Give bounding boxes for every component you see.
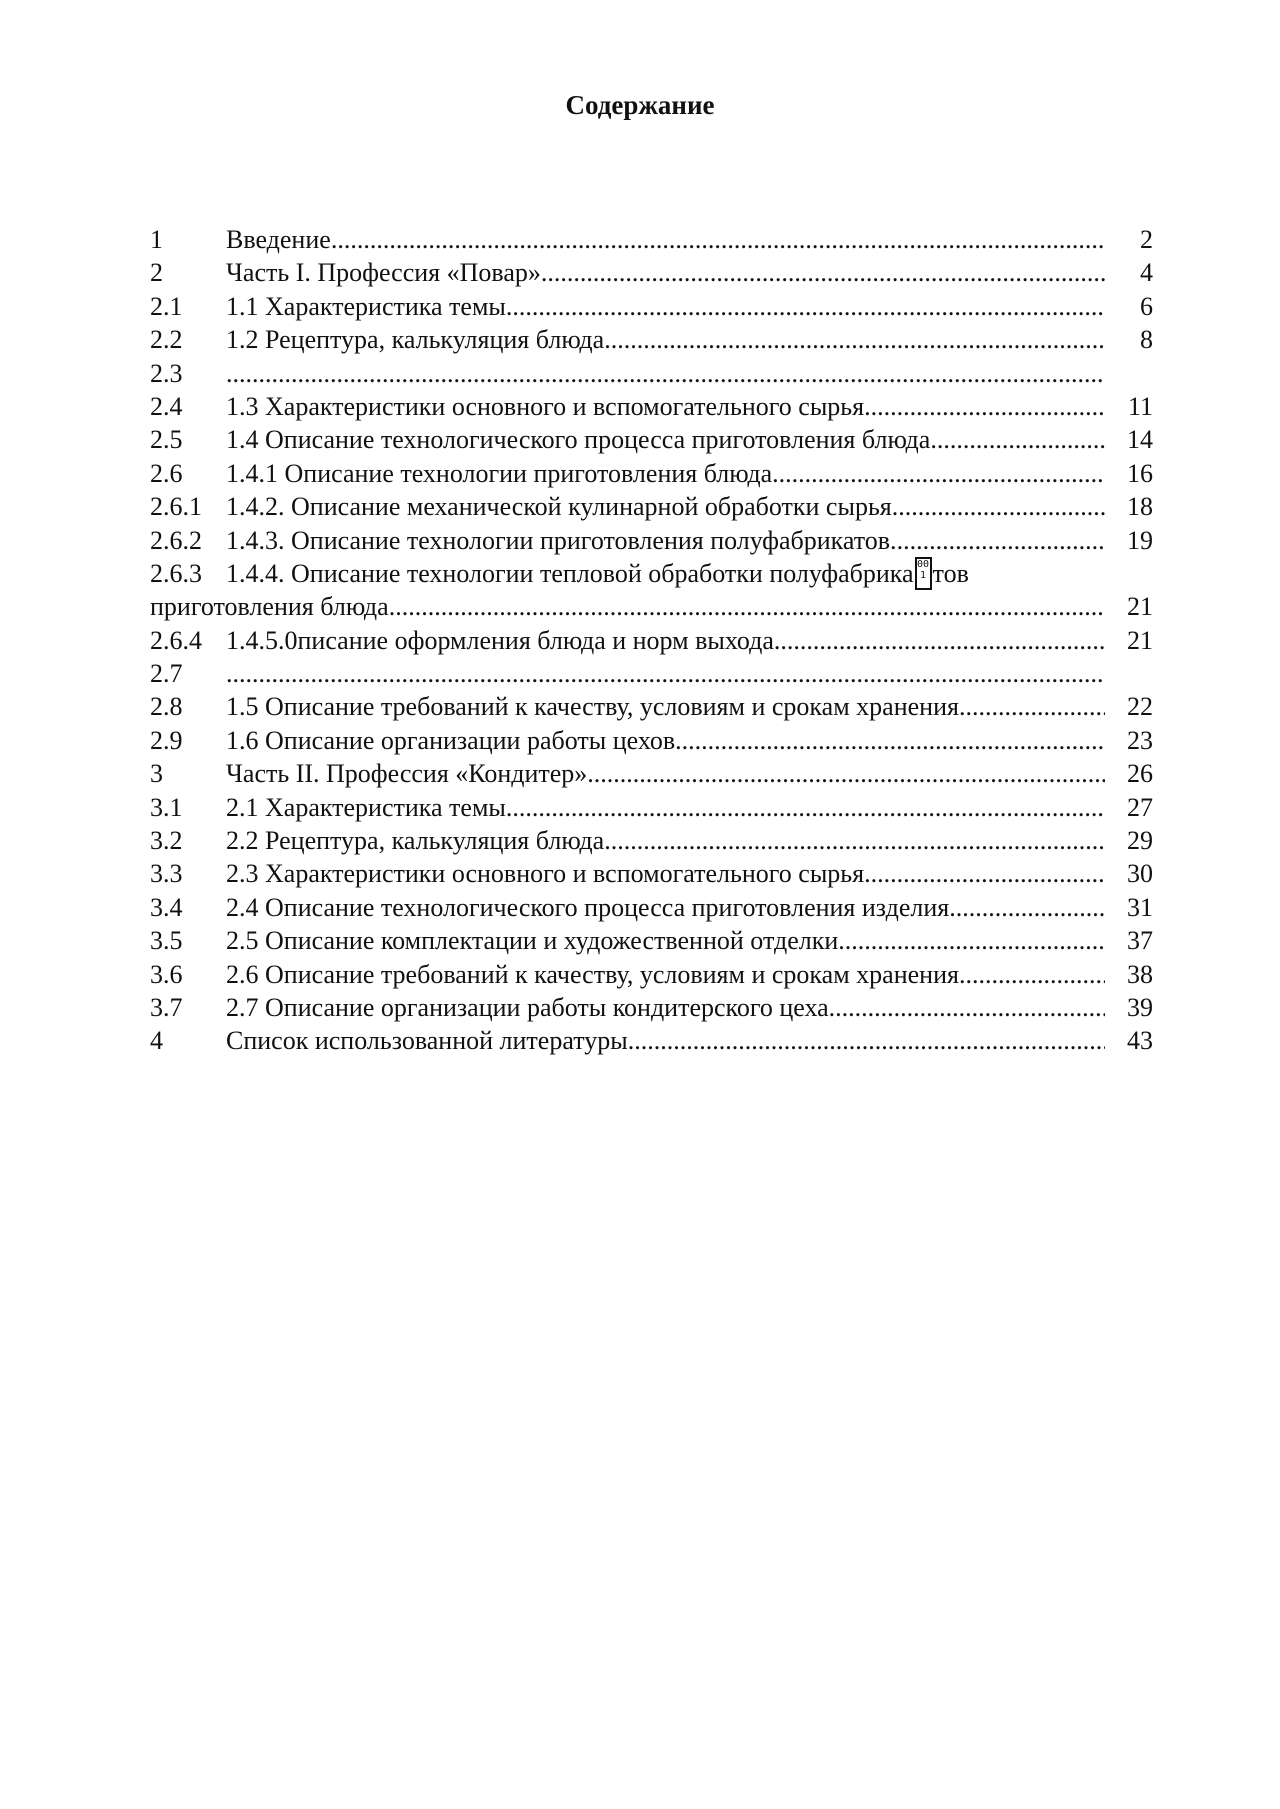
toc-entry[interactable] — [150, 891, 1153, 924]
toc-entry-body — [226, 1024, 1105, 1057]
toc-entry-text: 1.4 Описание технологического процесса приготовления блюда — [226, 425, 931, 455]
toc-entry-number: 2.6.3 — [150, 558, 202, 588]
toc-entry-body — [226, 657, 1105, 690]
dot-leader — [864, 857, 1105, 890]
toc-entry-text: Часть II. Профессия «Кондитер» — [226, 759, 588, 789]
toc-entry-text: 1.4.1 Описание технологии приготовления блюда — [226, 458, 773, 488]
toc-entry-text: 2.1 Характеристика темы — [226, 792, 506, 822]
toc-entry-page: 29 — [1127, 826, 1153, 856]
dot-leader — [331, 223, 1105, 256]
toc-entry[interactable] — [150, 690, 1153, 723]
toc-entry-body — [150, 590, 1105, 623]
toc-entry-page: 14 — [1127, 425, 1153, 455]
toc-entry-number: 2.7 — [150, 659, 183, 689]
toc-entry-number: 2.4 — [150, 391, 183, 421]
toc-entry[interactable] — [150, 557, 1153, 590]
toc-entry-body — [226, 223, 1105, 256]
toc-entry-text: 2.3 Характеристики основного и вспомогательного сырья — [226, 859, 865, 889]
toc-entry-text-cont: тов — [932, 558, 969, 588]
dot-leader — [604, 824, 1105, 857]
dot-leader — [930, 423, 1105, 456]
toc-entry-text: 2.7 Описание организации работы кондитерского цеха — [226, 992, 829, 1022]
dot-leader — [949, 891, 1105, 924]
dot-leader — [506, 290, 1105, 323]
toc-entry-number: 2.6.2 — [150, 525, 202, 555]
toc-entry-text: 2.5 Описание комплектации и художественной отделки — [226, 926, 839, 956]
dot-leader — [226, 357, 1105, 390]
toc-entry-page — [1105, 657, 1153, 690]
dot-leader — [541, 256, 1105, 289]
toc-entry-page: 30 — [1127, 859, 1153, 889]
toc-entry-text-line2: приготовления блюда — [150, 592, 389, 622]
toc-entry-body — [226, 857, 1105, 890]
toc-entry[interactable] — [150, 857, 1153, 890]
toc-entry-page: 26 — [1127, 759, 1153, 789]
toc-entry-text: 1.3 Характеристики основного и вспомогательного сырья — [226, 391, 865, 421]
toc-entry-page: 19 — [1127, 525, 1153, 555]
toc-entry-page: 23 — [1127, 725, 1153, 755]
toc-entry-body — [226, 557, 1153, 590]
toc-entry-number: 2.9 — [150, 725, 183, 755]
toc-entry-number: 2.6.1 — [150, 492, 202, 522]
toc-entry-text: 1.2 Рецептура, калькуляция блюда — [226, 325, 605, 355]
toc-entry-number: 2.2 — [150, 325, 183, 355]
dot-leader — [959, 690, 1105, 723]
toc-entry-body — [226, 958, 1105, 991]
toc-entry-text: 1.1 Характеристика темы — [226, 291, 506, 321]
toc-entry[interactable] — [150, 757, 1153, 790]
toc-entry-page: 16 — [1127, 458, 1153, 488]
toc-entry-body — [226, 423, 1105, 456]
toc-entry-body — [226, 390, 1105, 423]
toc-entry[interactable] — [150, 524, 1153, 557]
dot-leader — [838, 924, 1105, 957]
toc-entry-text: 2.4 Описание технологического процесса приготовления изделия — [226, 892, 950, 922]
toc-entry-page: 4 — [1140, 258, 1153, 288]
toc-entry-number: 3.5 — [150, 926, 183, 956]
toc-entry[interactable] — [150, 390, 1153, 423]
toc-entry-continuation[interactable] — [150, 590, 1153, 623]
toc-entry-text: 2.6 Описание требований к качеству, условиям и срокам хранения — [226, 959, 959, 989]
toc-entry-text: Введение — [226, 225, 331, 254]
toc-entry-text: 1.5 Описание требований к качеству, условиям и срокам хранения — [226, 692, 959, 722]
dot-leader — [604, 323, 1105, 356]
toc-entry-number: 2.6 — [150, 458, 183, 488]
toc-entry-text: 1.4.4. Описание технологии тепловой обработки полуфабрика — [226, 558, 914, 588]
toc-entry-number: 3.6 — [150, 959, 183, 989]
dot-leader — [864, 390, 1105, 423]
toc-entry-body — [226, 891, 1105, 924]
toc-entry-number: 1 — [150, 225, 163, 254]
toc-entry-body — [226, 457, 1105, 490]
toc-entry-number: 4 — [150, 1026, 163, 1056]
toc-entry-body — [226, 357, 1105, 390]
toc-entry[interactable] — [150, 223, 1153, 256]
toc-entry[interactable] — [150, 323, 1153, 356]
toc-entry-text: 1.4.3. Описание технологии приготовления полуфабрикатов. — [226, 525, 897, 555]
toc-entry-body — [226, 724, 1105, 757]
toc-entry-body — [226, 824, 1105, 857]
toc-entry-number: 3.3 — [150, 859, 183, 889]
toc-entry-body — [226, 791, 1105, 824]
toc-entry-page: 18 — [1127, 492, 1153, 522]
toc-entry-body — [226, 290, 1105, 323]
toc-entry[interactable] — [150, 824, 1153, 857]
toc-entry-body — [226, 524, 1105, 557]
toc-entry-page: 6 — [1140, 291, 1153, 321]
toc-entry[interactable] — [150, 1024, 1153, 1057]
toc-entry[interactable] — [150, 991, 1153, 1024]
toc-entry[interactable] — [150, 924, 1153, 957]
toc-entry-text: Часть I. Профессия «Повар» — [226, 258, 541, 288]
toc-entry-body — [226, 256, 1105, 289]
toc-entry[interactable] — [150, 958, 1153, 991]
table-of-contents — [150, 223, 1153, 1058]
toc-entry-number: 3.2 — [150, 826, 183, 856]
missing-glyph-icon: 001 — [915, 557, 932, 590]
toc-entry-body — [226, 991, 1105, 1024]
dot-leader — [389, 590, 1105, 623]
toc-entry-text: 1.4.5.0писание оформления блюда и норм выхода — [226, 625, 774, 655]
dot-leader — [829, 991, 1105, 1024]
toc-entry-number: 2.5 — [150, 425, 183, 455]
toc-entry[interactable] — [150, 256, 1153, 289]
toc-entry-body — [226, 490, 1105, 523]
toc-entry-number: 3 — [150, 759, 163, 789]
toc-entry-body — [226, 624, 1105, 657]
dot-leader — [772, 457, 1105, 490]
toc-entry-page: 37 — [1127, 926, 1153, 956]
toc-entry[interactable] — [150, 791, 1153, 824]
toc-entry[interactable] — [150, 290, 1153, 323]
dot-leader — [959, 958, 1105, 991]
toc-entry[interactable] — [150, 490, 1153, 523]
toc-entry-page: 27 — [1127, 792, 1153, 822]
toc-entry-number: 2 — [150, 258, 163, 288]
toc-entry-page: 21 — [1127, 592, 1153, 622]
toc-entry-body — [226, 690, 1105, 723]
toc-entry[interactable] — [150, 457, 1153, 490]
dot-leader — [506, 791, 1105, 824]
toc-entry-number: 3.4 — [150, 892, 183, 922]
toc-entry-page: 38 — [1127, 959, 1153, 989]
dot-leader — [897, 524, 1105, 557]
toc-entry-body — [226, 323, 1105, 356]
toc-entry-body — [226, 757, 1105, 790]
toc-entry-number: 2.6.4 — [150, 625, 202, 655]
toc-entry[interactable] — [150, 624, 1153, 657]
toc-entry-page: 11 — [1127, 391, 1153, 421]
toc-entry[interactable] — [150, 423, 1153, 456]
page-title: Содержание — [565, 90, 715, 120]
toc-entry-page: 43 — [1127, 1026, 1153, 1056]
toc-entry-text: Список использованной литературы — [226, 1026, 628, 1056]
toc-entry-page — [1105, 357, 1153, 390]
toc-entry-number: 2.1 — [150, 291, 183, 321]
dot-leader — [892, 490, 1105, 523]
toc-entry[interactable] — [150, 357, 1153, 390]
toc-entry-text: 1.4.2. Описание механической кулинарной обработки сырья — [226, 492, 892, 522]
toc-entry[interactable] — [150, 657, 1153, 690]
toc-entry-page: 2 — [1140, 225, 1153, 254]
toc-entry-page: 31 — [1127, 892, 1153, 922]
dot-leader — [226, 657, 1105, 690]
toc-entry-text: 1.6 Описание организации работы цехов — [226, 725, 676, 755]
toc-entry-page: 8 — [1140, 325, 1153, 355]
toc-entry-number: 3.7 — [150, 992, 183, 1022]
dot-leader — [587, 757, 1105, 790]
dot-leader — [675, 724, 1105, 757]
toc-entry-number: 3.1 — [150, 792, 183, 822]
dot-leader — [774, 624, 1105, 657]
toc-entry-page: 21 — [1127, 625, 1153, 655]
toc-entry-page: 22 — [1127, 692, 1153, 722]
toc-entry-text: 2.2 Рецептура, калькуляция блюда — [226, 826, 605, 856]
toc-entry-page: 39 — [1127, 992, 1153, 1022]
toc-entry-number: 2.3 — [150, 358, 183, 388]
toc-entry-number: 2.8 — [150, 692, 183, 722]
toc-entry[interactable] — [150, 724, 1153, 757]
dot-leader — [628, 1024, 1105, 1057]
toc-entry-body — [226, 924, 1105, 957]
